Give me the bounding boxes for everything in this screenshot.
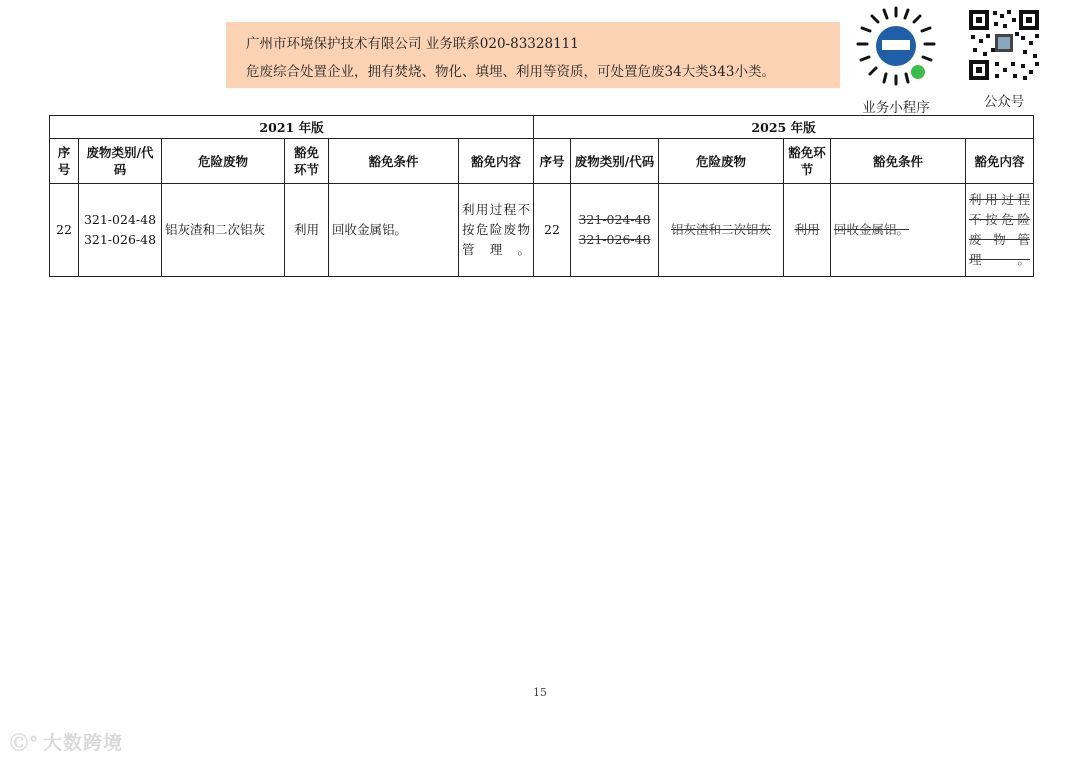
mini-program-caption: 业务小程序 bbox=[862, 100, 930, 116]
code-line: 321-026-48 bbox=[83, 232, 157, 247]
cell-waste-2025: 铝灰渣和二次铝灰 bbox=[659, 184, 784, 277]
header-condition: 豁免条件 bbox=[329, 139, 459, 184]
cell-seq-2025: 22 bbox=[534, 184, 571, 277]
public-account-caption: 公众号 bbox=[983, 94, 1025, 110]
version-header-row bbox=[50, 116, 1034, 139]
table-row bbox=[50, 184, 1034, 277]
company-banner bbox=[226, 22, 840, 88]
cell-waste-2021: 铝灰渣和二次铝灰 bbox=[162, 184, 285, 277]
code-line: 321-026-48 bbox=[578, 232, 651, 247]
header-seq: 序号 bbox=[534, 139, 571, 184]
banner-line-description: 危废综合处置企业，拥有焚烧、物化、填埋、利用等资质，可处置危废34大类343小类。 bbox=[246, 64, 775, 80]
header-code: 废物类别/代码 bbox=[79, 139, 162, 184]
version-2025-header: 2025 年版 bbox=[534, 116, 1034, 139]
cell-stage-2021: 利用 bbox=[285, 184, 329, 277]
public-account-qr[interactable] bbox=[964, 8, 1044, 110]
code-line: 321-024-48 bbox=[578, 212, 651, 227]
mini-program-qr[interactable] bbox=[846, 4, 946, 116]
header-content: 豁免内容 bbox=[966, 139, 1034, 184]
header-condition: 豁免条件 bbox=[831, 139, 966, 184]
cell-code-2021 bbox=[79, 184, 162, 277]
cell-condition-2021: 回收金属铝。 bbox=[329, 184, 459, 277]
code-line: 321-024-48 bbox=[83, 212, 157, 227]
cell-content-2021: 利用过程不按危险废物管理。 bbox=[459, 184, 534, 277]
header-stage: 豁免环节 bbox=[784, 139, 831, 184]
watermark bbox=[10, 728, 123, 755]
banner-line-contact: 广州市环境保护技术有限公司 业务联系020-83328111 bbox=[246, 36, 579, 52]
header-stage: 豁免环节 bbox=[285, 139, 329, 184]
page-number: 15 bbox=[533, 686, 547, 699]
header-code: 废物类别/代码 bbox=[571, 139, 659, 184]
cell-condition-2025: 回收金属铝。 bbox=[831, 184, 966, 277]
header-seq: 序号 bbox=[50, 139, 79, 184]
exemption-comparison-table bbox=[49, 115, 1034, 277]
version-2021-header: 2021 年版 bbox=[50, 116, 534, 139]
header-waste: 危险废物 bbox=[659, 139, 784, 184]
header-waste: 危险废物 bbox=[162, 139, 285, 184]
cell-stage-2025: 利用 bbox=[784, 184, 831, 277]
cell-content-2025: 利用过程不按危险废物管理。 bbox=[966, 184, 1034, 277]
watermark-text: 大数跨境 bbox=[43, 732, 124, 754]
watermark-logo-icon: Ⓒ° bbox=[10, 733, 39, 754]
column-header-row bbox=[50, 139, 1034, 184]
header-content: 豁免内容 bbox=[459, 139, 534, 184]
cell-seq-2021: 22 bbox=[50, 184, 79, 277]
mini-program-code-icon bbox=[848, 4, 944, 88]
cell-code-2025 bbox=[571, 184, 659, 277]
qr-code-icon bbox=[967, 8, 1041, 82]
